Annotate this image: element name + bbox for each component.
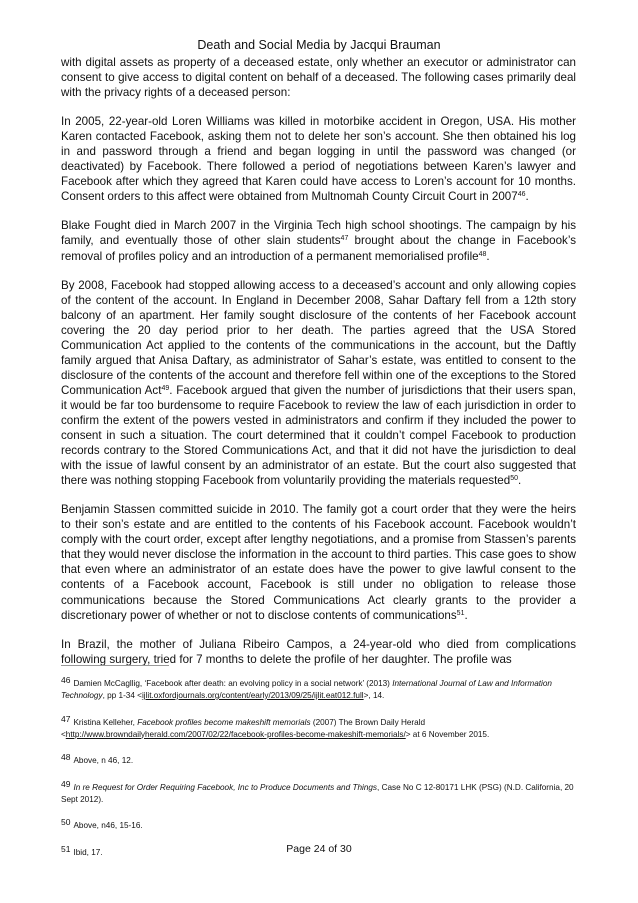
footnote: 48 Above, n 46, 12.: [61, 752, 134, 765]
footnote-number: 48: [61, 752, 71, 762]
footnote: 46 Damien McCagllig, ‘Facebook after death: an evolving policy in a social network’ (2013) International Journal of Law and Information Technology, pp 1-34 <ijlit.oxfordjournals.org/content/early/2013/09/25/ijlit.eat012.full>, 14.: [61, 675, 552, 700]
footnote-ref[interactable]: 48: [478, 250, 487, 258]
paragraph: In Brazil, the mother of Juliana Ribeiro Campos, a 24-year-old who died from complications following surgery, tried for 7 months to delete the profile of her daughter. The profile was: [61, 637, 576, 666]
footnote-number: 50: [61, 817, 71, 827]
footnote: 47 Kristina Kelleher, Facebook profiles become makeshift memorials (2007) The Brown Daily Herald <http://www.browndailyherald.com/2007/02/22/facebook-profiles-become-makeshift-memorials/> at 6 November 2015.: [61, 713, 490, 739]
paragraph: Benjamin Stassen committed suicide in 2010. The family got a court order that they were the heirs to their son’s estate and are entitled to the contents of his Facebook account. Facebook wouldn’t comply with the court order, except after lengthy negotiations, and a promise from Stassen’s parents that they would never disclose the information in the account to third parties. This case goes to show that even where an administrator of an estate does have the power to give lawful consent to the contents of a Facebook account, Facebook is still under no obligation to release those communications because the Stored Communications Act clearly grants to the provider a discretionary power of whether or not to disclose contents of communications$^{51}$.: [61, 503, 576, 622]
footnote: 49 In re Request for Order Requiring Facebook, Inc to Produce Documents and Things, Case No C 12-80171 LHK (PSG) (N.D. California, 20 Sept 2012).: [61, 778, 574, 804]
footnote-number: 51: [61, 843, 71, 854]
footnote-ref[interactable]: 49: [161, 384, 170, 392]
footnote-number: 47: [61, 713, 71, 724]
footnote: 51 Ibid, 17.: [61, 843, 103, 857]
footnote-number: 46: [61, 675, 71, 685]
footnote: 50 Above, n46, 15-16.: [61, 817, 143, 830]
footnote-ref[interactable]: 50: [510, 475, 518, 483]
body-text: [61, 55, 576, 681]
paragraph: By 2008, Facebook had stopped allowing access to a deceased’s account and only allowing copies of the content of the account. In England in December 2008, Sahar Daftary fell from a 12th story balcony of an apartment. Her family sought disclosure of the contents of her Facebook account covering the 20 day period prior to her death. The parties agreed that the USA Stored Communication Act applied to the contents of the communications in the account, but the Daftly family argued that Anisa Daftary, as administrator of Sahar’s estate, was entitled to consent to the disclosure of the contents of the account and therefore fell within one of the exceptions to the Stored Communication Act$^{49}$. Facebook argued that given the number of jurisdictions that their users span, it would be far too burdensome to require Facebook to review the law of each jurisdiction in order to confirm the extent of the powers vested in administrators and confirm if they included the power to consent in such a situation. The court determined that it couldn’t compel Facebook to production records contrary to the Stored Communications Act, and that it did not have the jurisdiction to deal with the issue of lawful consent by an administrator of an estate. But the court also suggested that there was nothing stopping Facebook from voluntarily providing the materials requested$^{50}$.: [61, 278, 576, 488]
footnote-divider: [61, 665, 169, 666]
footnote-link[interactable]: ijlit.oxfordjournals.org/content/early/2013/09/25/ijlit.eat012.full: [141, 691, 364, 700]
paragraph: Blake Fought died in March 2007 in the Virginia Tech high school shootings. The campaign by his family, and eventually those of other slain students$^{47}$ brought about the change in Facebook’s removal of profiles policy and an introduction of a permanent memorialised profile$^{48}$.: [61, 219, 576, 263]
paragraph: In 2005, 22-year-old Loren Williams was killed in motorbike accident in Oregon, USA. His mother Karen contacted Facebook, asking them not to delete her son’s account. She then obtained his log in and password through a friend and began logging in until the password was changed (or deactivated) by Facebook. There followed a period of negotiations between Karen’s lawyer and Facebook after which they agreed that Karen could have access to Loren’s account for 10 months. Consent orders to this affect were obtained from Multnomah County Circuit Court in 2007$^{46}$.: [61, 115, 576, 204]
page-header: Death and Social Media by Jacqui Brauman: [197, 38, 441, 52]
footnote-link[interactable]: http://www.browndailyherald.com/2007/02/22/facebook-profiles-become-makeshift-memorials/: [65, 729, 406, 739]
footnotes: [61, 674, 581, 869]
footnote-ref[interactable]: 46: [517, 191, 526, 199]
footnote-ref[interactable]: 51: [456, 609, 465, 617]
paragraph: with digital assets as property of a deceased estate, only whether an executor or administrator can consent to give access to digital content on behalf of a deceased. The following cases primarily deal with the privacy rights of a deceased person:: [61, 56, 576, 100]
footnote-number: 49: [61, 778, 71, 789]
footnote-ref[interactable]: 47: [340, 235, 349, 243]
page-number: Page 24 of 30: [286, 843, 352, 855]
